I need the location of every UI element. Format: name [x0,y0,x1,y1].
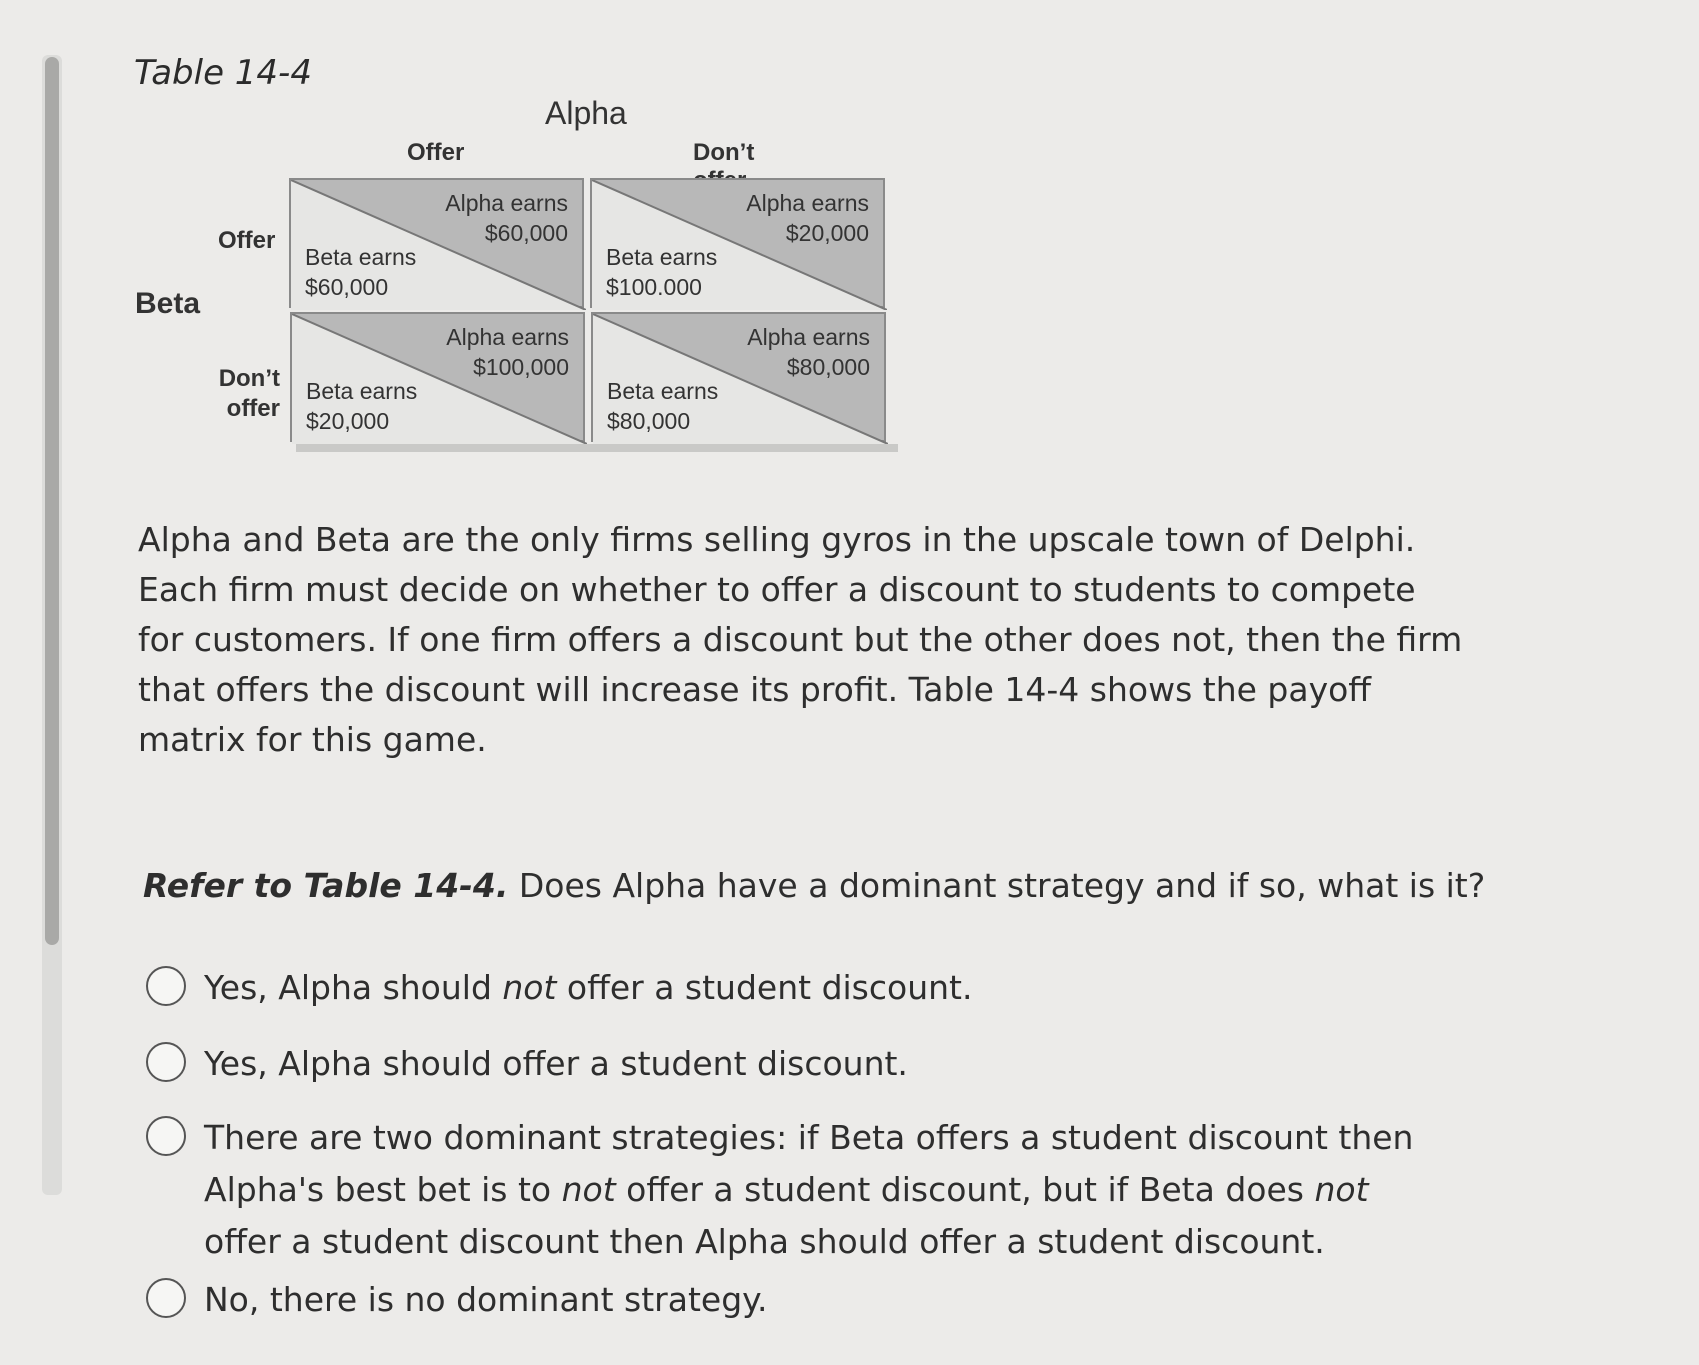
problem-description: Alpha and Beta are the only firms selling gyros in the upscale town of Delphi. Each firm must decide on whether to offer a discount to students to compete for customers. If one firm offers a discount but the other does not, then the firm that offers the discount will increase its profit. Table 14-4 shows the payoff matrix for this game. [138,520,1463,759]
matrix-shadow [296,444,898,452]
column-offer-label: Offer [407,139,465,166]
row-dont-offer-line2: offer [226,395,280,422]
radio-button[interactable] [146,1042,186,1082]
cell-dont-dont [591,312,886,442]
radio-button[interactable] [146,966,186,1006]
radio-button[interactable] [146,1278,186,1318]
alpha-payoff: Alpha earns $100,000 [446,324,569,380]
answer-option-label[interactable]: Yes, Alpha should offer a student discount. [204,1044,908,1083]
row-player-label: Beta [135,287,201,320]
answer-option-label[interactable]: There are two dominant strategies: if Beta offers a student discount then Alpha's best bet is to not offer a student discount, but if Beta does not offer a student discount then Alpha should offer a student discount. [204,1118,1414,1261]
alpha-payoff: Alpha earns $60,000 [445,190,568,246]
column-player-label: Alpha [545,95,627,131]
column-dont-offer-label: Don’t [693,139,755,166]
cell-offer-offer [289,178,584,308]
question-reference: Refer to Table 14-4. [143,866,509,905]
alpha-payoff: Alpha earns $80,000 [747,324,870,380]
beta-payoff: Beta earns $20,000 [306,378,418,434]
beta-payoff: Beta earns $80,000 [607,378,719,434]
radio-button[interactable] [146,1116,186,1156]
question-text [143,864,1543,908]
answer-option-label[interactable]: Yes, Alpha should not offer a student discount. [204,968,973,1007]
beta-payoff: Beta earns $60,000 [305,244,417,300]
row-dont-offer-label [214,364,280,424]
cell-dont-offer [290,312,585,442]
cell-offer-dont [590,178,885,308]
beta-payoff: Beta earns $100.000 [606,244,718,300]
question-body: Does Alpha have a dominant strategy and if so, what is it? [508,866,1486,905]
alpha-payoff: Alpha earns $20,000 [746,190,869,246]
answer-option-label[interactable]: No, there is no dominant strategy. [204,1280,768,1319]
scrollbar[interactable] [42,55,62,1195]
table-title: Table 14-4 [134,53,312,93]
scrollbar-thumb[interactable] [45,57,59,945]
row-dont-offer-line1: Don’t [218,365,280,392]
row-offer-label: Offer [218,227,276,254]
